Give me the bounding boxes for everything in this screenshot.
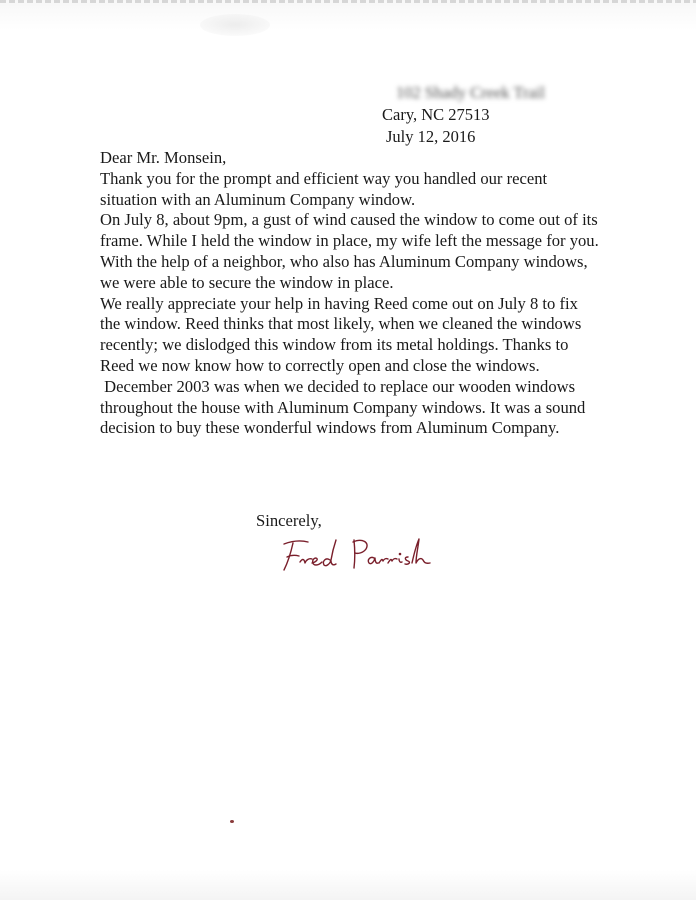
sender-city: Cary, NC 27513 [382,105,490,124]
letter-date: July 12, 2016 [386,127,476,146]
paragraph: On July 8, about 9pm, a gust of wind caused the window to come out of its frame. While I held the window in place, my wife left the message for you. [100,210,602,251]
salutation: Dear Mr. Monsein, [100,148,227,167]
letter-body [100,148,600,439]
paragraph: With the help of a neighbor, who also has Aluminum Company windows, we were able to secure the window in place. [100,251,592,292]
sender-street-redacted: 102 Shady Creek Trail [396,83,545,102]
closing: Sincerely, [256,511,322,530]
scan-speck [230,820,234,823]
handwritten-signature [278,530,438,574]
paragraph: Thank you for the prompt and efficient way you handled our recent situation with an Aluminum Company window. [100,168,552,209]
paragraph: We really appreciate your help in having Reed come out on July 8 to fix the window. Reed thinks that most likely, when we cleaned the windows recently; we dislodged this window from its metal holdings. Thanks to Reed we now know how to correctly open and close the windows. [100,293,586,375]
scan-smudge [200,14,270,36]
scan-edge [0,0,696,3]
paragraph: December 2003 was when we decided to replace our wooden windows throughout the house with Aluminum Company windows. It was a sound decision to buy these wonderful windows from Aluminum Company. [100,376,590,438]
sender-address [382,82,545,148]
